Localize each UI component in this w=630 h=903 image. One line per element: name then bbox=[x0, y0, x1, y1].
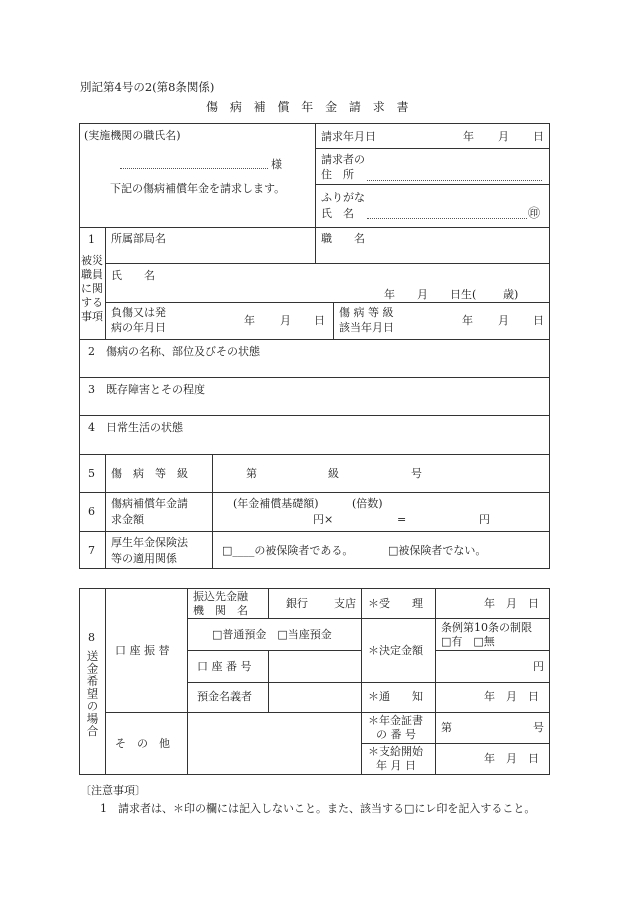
row6-label-2: 求金額 bbox=[111, 513, 144, 526]
notice-label: ＊通 知 bbox=[368, 690, 423, 703]
base-amount-label: (年金補償基礎額) bbox=[233, 497, 319, 510]
grade-day: 日 bbox=[533, 314, 544, 327]
injury-day: 日 bbox=[314, 314, 325, 327]
month-label: 月 bbox=[498, 130, 509, 143]
day-label: 日 bbox=[533, 130, 544, 143]
account-holder-label: 預金名義者 bbox=[197, 690, 252, 703]
victim-name-label: 氏 名 bbox=[111, 269, 155, 282]
deposit-type-checkboxes[interactable]: □普通預金 □当座預金 bbox=[212, 628, 332, 641]
age-label: 歳) bbox=[503, 288, 519, 301]
row6-label-1: 傷病補償年金請 bbox=[111, 497, 188, 510]
not-insured-checkbox[interactable]: □被保険者でない。 bbox=[388, 544, 487, 557]
injury-date-label-1: 負傷又は発 bbox=[111, 306, 166, 319]
start-date: 年 月 日 bbox=[484, 752, 539, 765]
address-field[interactable] bbox=[367, 180, 542, 181]
branch-suffix: 支店 bbox=[334, 597, 356, 610]
claimant-name-field[interactable] bbox=[367, 218, 527, 219]
request-text: 下記の傷病補償年金を請求します。 bbox=[110, 182, 286, 195]
row7-label-1: 厚生年金保険法 bbox=[111, 536, 188, 549]
equals-sign: = bbox=[397, 513, 407, 526]
year-label: 年 bbox=[463, 130, 474, 143]
grade-dai: 第 bbox=[246, 467, 257, 480]
form-title: 傷 病 補 償 年 金 請 求 書 bbox=[206, 100, 413, 114]
row5-number: 5 bbox=[88, 467, 95, 480]
address-label-1: 請求者の bbox=[321, 153, 365, 166]
row4-label: 4 日常生活の状態 bbox=[88, 421, 183, 434]
notes-heading: 〔注意事項〕 bbox=[80, 784, 146, 797]
birth-year: 年 bbox=[384, 288, 395, 301]
address-label-2: 住 所 bbox=[321, 168, 354, 181]
decided-amount-label: ＊決定金額 bbox=[368, 644, 423, 657]
row6-number: 6 bbox=[88, 505, 95, 518]
grade-date-label-2: 該当年月日 bbox=[339, 321, 394, 334]
grade-year: 年 bbox=[462, 314, 473, 327]
dept-label: 所属部局名 bbox=[111, 232, 166, 245]
injury-year: 年 bbox=[244, 314, 255, 327]
cert-dai: 第 bbox=[441, 721, 452, 734]
receipt-date: 年 月 日 bbox=[484, 597, 539, 610]
row7-label-2: 等の適用関係 bbox=[111, 552, 177, 565]
furigana-label: ふりがな bbox=[321, 191, 365, 204]
row5-label: 傷 病 等 級 bbox=[111, 467, 188, 480]
cert-number-label-1: ＊年金証書 bbox=[368, 714, 423, 727]
yen-total: 円 bbox=[479, 513, 490, 526]
row7-number: 7 bbox=[88, 544, 95, 557]
bank-suffix: 銀行 bbox=[286, 597, 308, 610]
start-date-label-1: ＊支給開始 bbox=[368, 745, 423, 758]
grade-month: 月 bbox=[498, 314, 509, 327]
section1-side-text: 被災職員に関する事項 bbox=[81, 254, 103, 323]
receipt-label: ＊受 理 bbox=[368, 597, 423, 610]
yen-times: 円× bbox=[313, 513, 334, 526]
seal-icon: ㊞ bbox=[528, 206, 541, 220]
note-item-1: 1 請求者は、＊印の欄には記入しないこと。また、該当する□にレ印を記入すること。 bbox=[100, 802, 536, 815]
request-date-label: 請求年月日 bbox=[321, 130, 376, 143]
grade-go: 号 bbox=[411, 467, 422, 480]
cert-go: 号 bbox=[533, 721, 544, 734]
row3-label: 3 既存障害とその程度 bbox=[88, 383, 205, 396]
claimant-name-label: 氏 名 bbox=[321, 207, 354, 220]
decided-yen: 円 bbox=[533, 660, 544, 673]
birth-month: 月 bbox=[417, 288, 428, 301]
cert-number-label-2: の 番 号 bbox=[376, 728, 416, 741]
row2-label: 2 傷病の名称、部位及びその状態 bbox=[88, 345, 260, 358]
injury-month: 月 bbox=[280, 314, 291, 327]
birth-day: 日生( bbox=[450, 288, 477, 301]
org-label: (実施機関の職氏名) bbox=[84, 129, 181, 142]
section1-side-label bbox=[81, 254, 103, 324]
limit-checkboxes[interactable]: □有 □無 bbox=[441, 635, 495, 648]
insured-checkbox[interactable]: □____の被保険者である。 bbox=[222, 544, 354, 557]
account-transfer-label: 口 座 振 替 bbox=[115, 644, 170, 657]
section8-number: 8 bbox=[88, 631, 95, 644]
section8-side-label: 送金希望の場合 bbox=[85, 650, 100, 738]
injury-date-label-2: 病の年月日 bbox=[111, 321, 166, 334]
multiplier-label: (倍数) bbox=[352, 497, 383, 510]
section1-number: 1 bbox=[88, 233, 95, 246]
other-label: そ の 他 bbox=[115, 737, 170, 750]
account-number-label: 口 座 番 号 bbox=[197, 660, 252, 673]
notice-date: 年 月 日 bbox=[484, 690, 539, 703]
limit-label: 条例第10条の制限 bbox=[441, 621, 532, 634]
start-date-label-2: 年 月 日 bbox=[376, 759, 416, 772]
sama-label: 様 bbox=[271, 158, 282, 171]
grade-kyu: 級 bbox=[328, 467, 339, 480]
bank-label-1: 振込先金融 bbox=[193, 590, 248, 603]
form-reference: 別記第4号の2(第8条関係) bbox=[80, 80, 215, 94]
job-label: 職 名 bbox=[321, 232, 365, 245]
bank-label-2: 機 関 名 bbox=[193, 604, 248, 617]
grade-date-label-1: 傷 病 等 級 bbox=[339, 306, 394, 319]
